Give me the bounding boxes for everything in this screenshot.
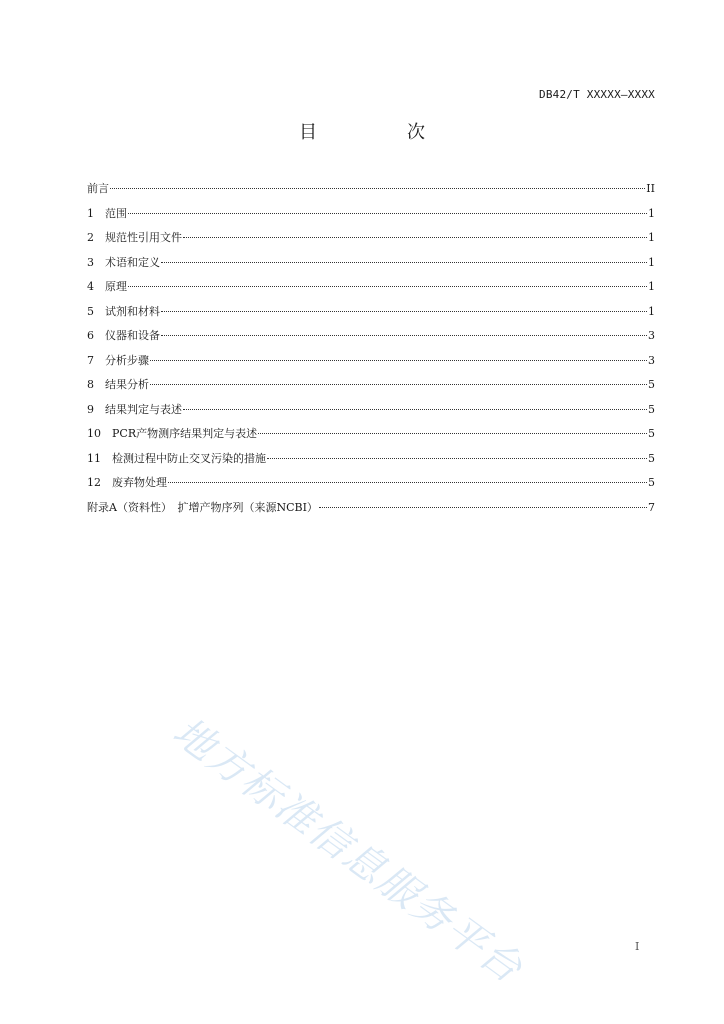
- toc-entry-label: 附录A（资料性） 扩增产物序列（来源NCBI）: [87, 500, 318, 514]
- toc-entry-9[interactable]: [87, 403, 655, 428]
- toc-entry-number: 2: [87, 231, 94, 244]
- dot-leader: [150, 384, 647, 385]
- toc-entry-page: 7: [648, 500, 655, 514]
- toc-entry-number: 11: [87, 451, 101, 465]
- toc-entry-page: 1: [648, 280, 655, 293]
- dot-leader: [267, 458, 647, 459]
- toc-entry-page: 5: [648, 427, 655, 440]
- toc-entry-page: 3: [648, 353, 655, 367]
- watermark-text: 地方标准信息服务平台: [164, 708, 532, 993]
- toc-entry-label: 检测过程中防止交叉污染的措施: [112, 451, 266, 465]
- toc-entry-11[interactable]: [87, 452, 655, 477]
- dot-leader: [168, 482, 647, 483]
- dot-leader: [319, 507, 647, 508]
- toc-entry-4[interactable]: [87, 280, 655, 305]
- toc-entry-number: 5: [87, 304, 94, 318]
- toc-entry-label: PCR产物测序结果判定与表述: [112, 427, 258, 440]
- toc-entry-appendix-a[interactable]: [87, 501, 655, 526]
- toc-entry-12[interactable]: [87, 476, 655, 501]
- toc-entry-number: 10: [87, 427, 101, 440]
- toc-entry-label: 前言: [87, 182, 109, 195]
- toc-entry-number: 7: [87, 353, 94, 367]
- toc-entry-page: 1: [648, 231, 655, 244]
- toc-entry-6[interactable]: [87, 329, 655, 354]
- dot-leader: [258, 433, 647, 434]
- toc-entry-page: 1: [648, 206, 655, 220]
- toc-entry-2[interactable]: [87, 231, 655, 256]
- table-of-contents: [87, 182, 655, 525]
- toc-entry-number: 6: [87, 329, 94, 342]
- toc-entry-label: 废弃物处理: [112, 476, 167, 489]
- toc-entry-number: 12: [87, 476, 101, 489]
- toc-entry-page: 5: [648, 476, 655, 489]
- page-number: I: [635, 940, 640, 953]
- toc-entry-10[interactable]: [87, 427, 655, 452]
- toc-entry-label: 规范性引用文件: [105, 231, 182, 244]
- dot-leader: [161, 311, 647, 312]
- toc-entry-label: 原理: [105, 280, 127, 293]
- toc-entry-page: II: [646, 182, 655, 195]
- toc-entry-5[interactable]: [87, 305, 655, 330]
- toc-entry-1[interactable]: [87, 207, 655, 232]
- toc-entry-3[interactable]: [87, 256, 655, 281]
- toc-entry-label: 结果判定与表述: [105, 402, 182, 416]
- dot-leader: [110, 188, 645, 189]
- toc-entry-page: 1: [648, 255, 655, 269]
- toc-entry-page: 3: [648, 329, 655, 342]
- dot-leader: [183, 409, 647, 410]
- toc-entry-page: 5: [648, 451, 655, 465]
- dot-leader: [150, 360, 647, 361]
- toc-entry-8[interactable]: [87, 378, 655, 403]
- toc-entry-number: 4: [87, 280, 94, 293]
- dot-leader: [128, 213, 647, 214]
- page-title: 目 次: [299, 122, 461, 143]
- toc-entry-page: 5: [648, 378, 655, 391]
- toc-entry-label: 仪器和设备: [105, 329, 160, 342]
- dot-leader: [183, 237, 647, 238]
- standard-code: DB42/T XXXXX—XXXX: [539, 88, 655, 101]
- toc-entry-number: 3: [87, 255, 94, 269]
- toc-entry-number: 1: [87, 206, 94, 220]
- toc-entry-label: 范围: [105, 206, 127, 220]
- dot-leader: [161, 335, 647, 336]
- toc-entry-label: 结果分析: [105, 378, 149, 391]
- toc-entry-label: 分析步骤: [105, 353, 149, 367]
- toc-entry-7[interactable]: [87, 354, 655, 379]
- toc-entry-page: 1: [648, 304, 655, 318]
- toc-entry-label: 试剂和材料: [105, 304, 160, 318]
- toc-entry-page: 5: [648, 402, 655, 416]
- toc-entry-number: 9: [87, 402, 94, 416]
- toc-entry-number: 8: [87, 378, 94, 391]
- dot-leader: [161, 262, 647, 263]
- toc-entry-foreword[interactable]: [87, 182, 655, 207]
- toc-entry-label: 术语和定义: [105, 255, 160, 269]
- dot-leader: [128, 286, 647, 287]
